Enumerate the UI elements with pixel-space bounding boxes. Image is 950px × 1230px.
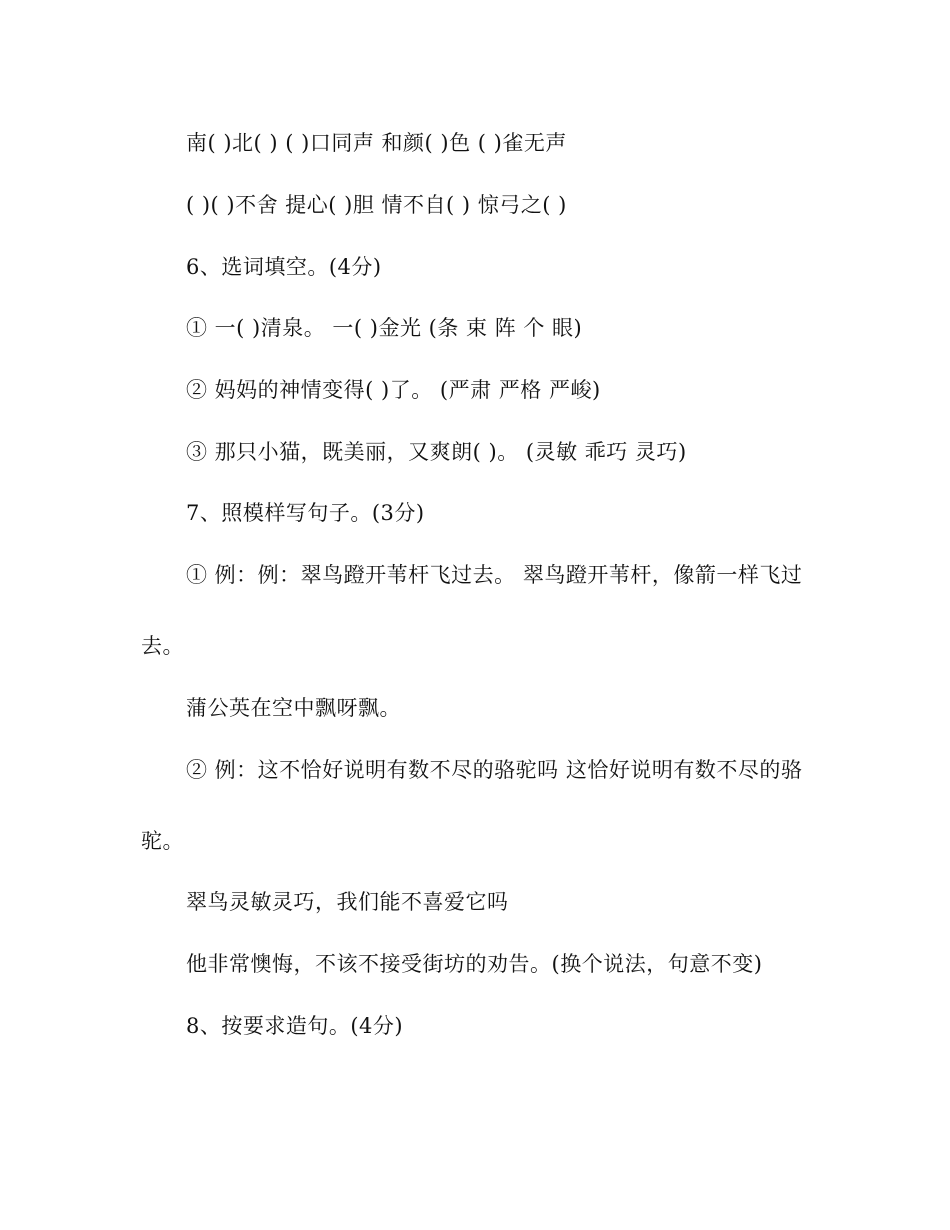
question-7-task-2: 翠鸟灵敏灵巧，我们能不喜爱它吗 <box>186 890 509 914</box>
question-7-example-2-continued: 驼。 <box>141 829 184 853</box>
question-8-heading: 8、按要求造句。(4分) <box>186 1014 404 1038</box>
question-7-example-2: ② 例：这不恰好说明有数不尽的骆驼吗 这恰好说明有数不尽的骆 <box>186 758 803 782</box>
question-7-task-1: 蒲公英在空中飘呀飘。 <box>186 696 401 720</box>
idiom-fill-line-1: 南( )北( ) ( )口同声 和颜( )色 ( )雀无声 <box>186 131 567 155</box>
question-7-example-1: ① 例：例：翠鸟蹬开苇杆飞过去。 翠鸟蹬开苇杆，像箭一样飞过 <box>186 563 803 587</box>
question-6-item-1: ① 一( )清泉。 一( )金光 (条 束 阵 个 眼) <box>186 316 583 340</box>
question-7-heading: 7、照模样写句子。(3分) <box>186 501 425 525</box>
question-6-item-3: ③ 那只小猫，既美丽，又爽朗( )。 (灵敏 乖巧 灵巧) <box>186 440 687 464</box>
question-7-example-1-continued: 去。 <box>141 634 184 658</box>
question-6-item-2: ② 妈妈的神情变得( )了。 (严肃 严格 严峻) <box>186 378 601 402</box>
question-7-task-3: 他非常懊悔，不该不接受街坊的劝告。(换个说法，句意不变) <box>186 952 763 976</box>
idiom-fill-line-2: ( )( )不舍 提心( )胆 情不自( ) 惊弓之( ) <box>186 193 567 217</box>
question-6-heading: 6、选词填空。(4分) <box>186 255 382 279</box>
